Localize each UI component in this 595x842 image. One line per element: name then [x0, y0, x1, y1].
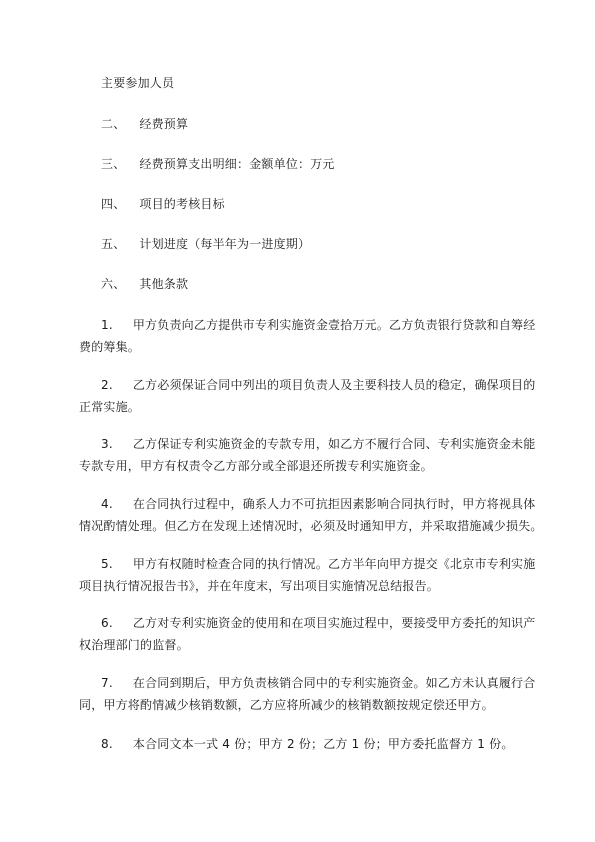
participants-heading: 主要参加人员: [101, 76, 175, 90]
clause-text: 本合同文本一式 4 份；甲方 2 份；乙方 1 份；甲方委托监督方 1 份。: [132, 737, 514, 751]
clause-text: 乙方保证专利实施资金的专款专用，如乙方不履行合同、专利实施资金未能: [132, 437, 536, 451]
section-heading-assessment-goals: [101, 197, 225, 211]
clause-3-line-1: [101, 437, 535, 451]
section-number: 四、: [101, 197, 126, 211]
clause-1-line-2: 费的筹集。: [79, 340, 141, 354]
section-number: 三、: [101, 157, 126, 171]
section-heading-other-terms: [101, 277, 188, 291]
clause-2-line-2: 正常实施。: [79, 400, 141, 414]
clause-number: 8.: [101, 737, 113, 751]
clause-7-line-2: 同，甲方将酌情减少核销数额，乙方应将所减少的核销数额按规定偿还甲方。: [79, 698, 494, 712]
clause-number: 5.: [101, 557, 113, 571]
clause-1-line-1: [101, 318, 535, 332]
clause-number: 1.: [101, 318, 113, 332]
clause-4-line-2: 情况酌情处理。但乙方在发现上述情况时，必须及时通知甲方，并采取措施减少损失。: [79, 519, 543, 533]
section-number: 五、: [101, 237, 126, 251]
section-title: 计划进度（每半年为一进度期）: [139, 237, 311, 251]
clause-text: 甲方负责向乙方提供市专利实施资金壹拾万元。乙方负责银行贷款和自筹经: [132, 318, 536, 332]
clause-7-line-1: [101, 676, 535, 690]
clause-4-line-1: [101, 497, 535, 511]
section-title: 项目的考核目标: [139, 197, 225, 211]
section-title: 经费预算支出明细：金额单位：万元: [139, 157, 335, 171]
clause-8-line-1: [101, 737, 514, 751]
section-number: 六、: [101, 277, 126, 291]
section-heading-budget-details: [101, 157, 335, 171]
clause-number: 4.: [101, 497, 113, 511]
clause-number: 6.: [101, 616, 113, 630]
clause-6-line-2: 权治理部门的监督。: [79, 638, 189, 652]
clause-3-line-2: 专款专用，甲方有权责令乙方部分或全部退还所拨专利实施资金。: [79, 459, 433, 473]
clause-text: 甲方有权随时检查合同的执行情况。乙方半年向甲方提交《北京市专利实施: [132, 557, 536, 571]
clause-number: 7.: [101, 676, 113, 690]
section-title: 其他条款: [139, 277, 189, 291]
clause-5-line-1: [101, 557, 535, 571]
clause-text: 乙方必须保证合同中列出的项目负责人及主要科技人员的稳定，确保项目的: [132, 378, 536, 392]
section-heading-schedule: [101, 237, 310, 251]
clause-text: 在合同到期后，甲方负责核销合同中的专利实施资金。如乙方未认真履行合: [132, 676, 536, 690]
clause-number: 2.: [101, 378, 113, 392]
clause-5-line-2: 项目执行情况报告书》，并在年度末，写出项目实施情况总结报告。: [79, 579, 440, 593]
clause-number: 3.: [101, 437, 113, 451]
section-number: 二、: [101, 117, 126, 131]
section-heading-budget: [101, 117, 188, 131]
clause-text: 乙方对专利实施资金的使用和在项目实施过程中，要接受甲方委托的知识产: [132, 616, 536, 630]
clause-2-line-1: [101, 378, 535, 392]
clause-6-line-1: [101, 616, 535, 630]
clause-text: 在合同执行过程中，确系人力不可抗拒因素影响合同执行时，甲方将视具体: [132, 497, 536, 511]
section-title: 经费预算: [139, 117, 189, 131]
